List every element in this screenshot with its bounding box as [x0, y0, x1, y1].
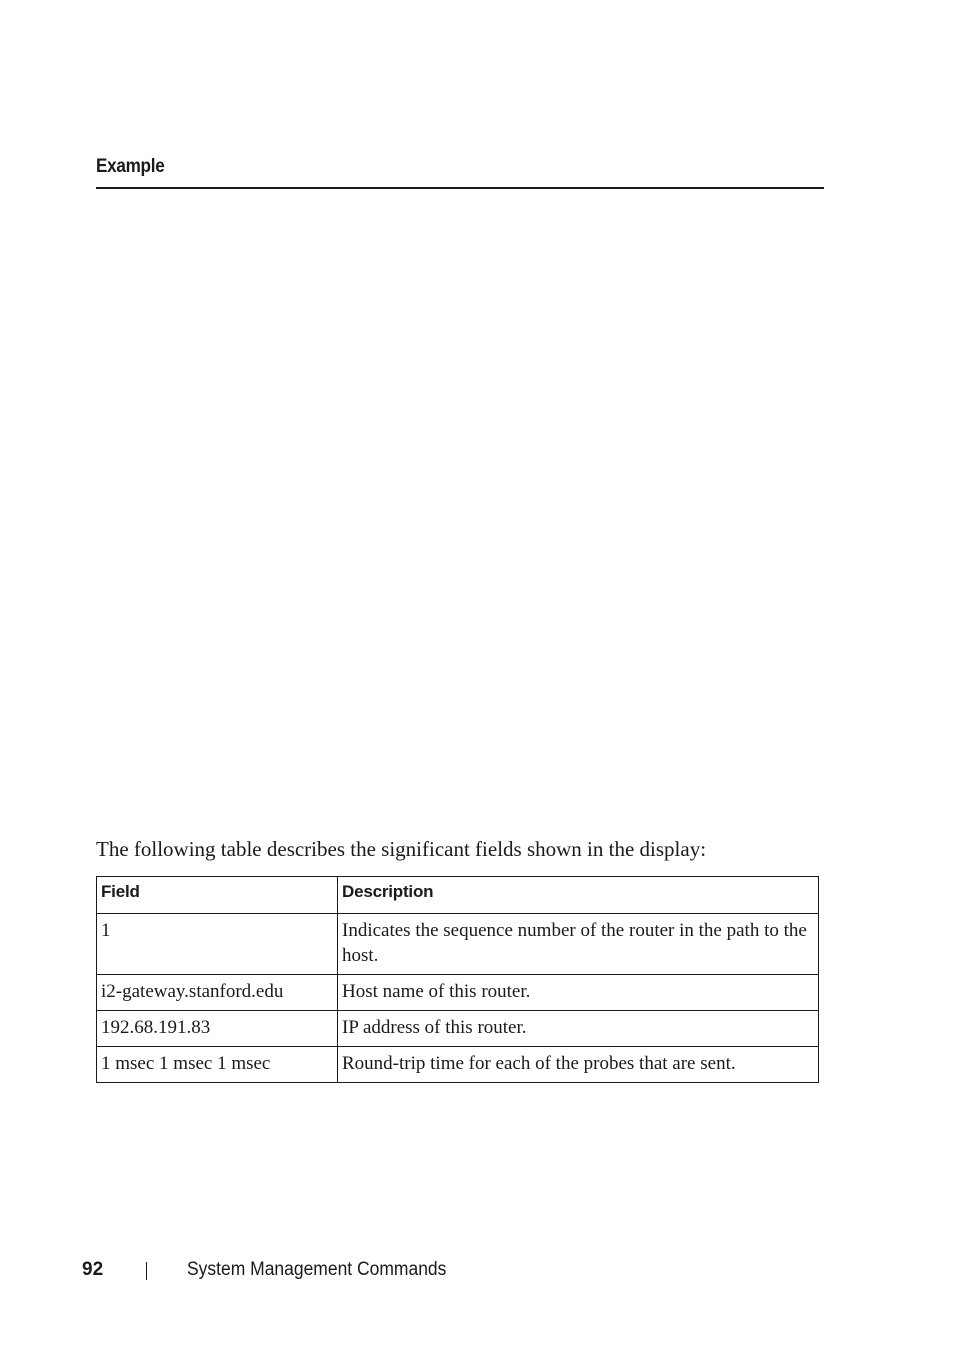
footer-divider — [146, 1262, 147, 1280]
description-cell: Round-trip time for each of the probes that are sent. — [338, 1047, 819, 1083]
field-cell: 1 — [97, 914, 338, 975]
field-cell: 1 msec 1 msec 1 msec — [97, 1047, 338, 1083]
page-number: 92 — [82, 1259, 104, 1280]
table-row — [97, 975, 819, 1011]
field-cell: 192.68.191.83 — [97, 1011, 338, 1047]
page-footer — [82, 1256, 682, 1284]
table-row — [97, 914, 819, 975]
table-header-row — [97, 877, 819, 914]
field-cell: i2-gateway.stanford.edu — [97, 975, 338, 1011]
fields-table — [96, 876, 819, 1083]
table-row — [97, 1047, 819, 1083]
table-row — [97, 1011, 819, 1047]
header-field: Field — [97, 877, 338, 914]
table-intro-text: The following table describes the significant fields shown in the display: — [96, 837, 707, 861]
description-cell: Host name of this router. — [338, 975, 819, 1011]
description-cell: Indicates the sequence number of the router in the path to the host. — [338, 914, 819, 975]
header-description: Description — [338, 877, 819, 914]
footer-chapter-title: System Management Commands — [187, 1259, 447, 1280]
heading-rule — [96, 187, 824, 189]
description-cell: IP address of this router. — [338, 1011, 819, 1047]
section-heading: Example — [96, 156, 165, 177]
